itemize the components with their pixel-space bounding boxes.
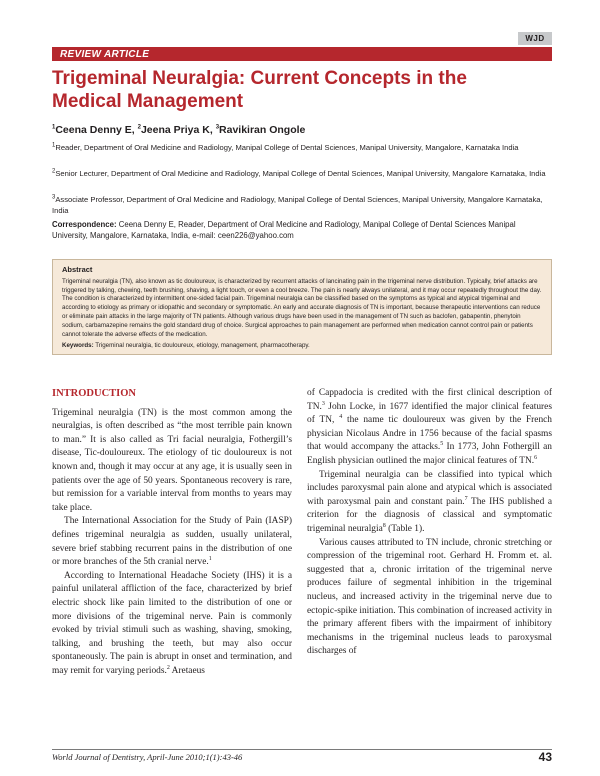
text-run: John Locke, in 1677 identified the major clinical features of TN, — [307, 401, 552, 426]
correspondence-label: Correspondence: — [52, 220, 117, 229]
title-line-1: Trigeminal Neuralgia: Current Concepts in the — [52, 68, 467, 89]
affiliation-3 — [52, 195, 552, 216]
intro-paragraph-3-tail: Aretaeus — [169, 665, 205, 676]
intro-paragraph-2 — [52, 515, 292, 569]
citation-ref: 7 — [464, 495, 468, 502]
keywords-label: Keywords: — [62, 342, 94, 350]
text-run: of Cappadocia is credited with the first clinical description of TN. — [307, 388, 552, 412]
article-title — [52, 67, 532, 113]
affiliation-1-number: 1 — [52, 142, 56, 149]
text-run: the name tic douloureux was given by the French physician Nicolaus Andre in 1756 because of the facial spasms that would accompany the attacks. — [307, 415, 552, 453]
author-3: Ravikiran Ongole — [219, 124, 306, 136]
right-paragraph-3: Various causes attributed to TN include, chronic stretching or compression of the trigeminal root. Gerhard H. Fromm et. al. suggested that a, chronic irritation of the trigeminal nerve produces failure of segmental inhibition in the trigeminal nucleus, and increased activity in the trigeminal nerve due to ectopic-spike initiation. This combination of increased activity in the primary afferent fibers with the impairment of inhibitory mechanisms in the trigeminal nucleus leads to paroxysmal discharges of — [307, 537, 552, 657]
author-1-number: 1 — [52, 124, 56, 131]
intro-paragraph-3 — [52, 570, 292, 679]
author-2: Jeena Priya K, — [140, 124, 216, 136]
citation-ref: 6 — [534, 454, 538, 461]
right-paragraph-1 — [307, 387, 552, 469]
abstract-box — [52, 259, 552, 355]
text-run: Trigeminal neuralgia can be classified into typical which includes paroxysmal pain alone and atypical which is associated with paroxysmal pain and constant pain. — [307, 469, 552, 507]
section-banner: REVIEW ARTICLE — [52, 47, 552, 61]
intro-paragraph-2-text: The International Association for the Study of Pain (IASP) defines trigeminal neuralgia as sudden, usually unilateral, severe brief stabbing recurrent pains in the distribution of one or more branches of the 5th cranial nerve. — [52, 516, 292, 568]
abstract-body: Trigeminal neuralgia (TN), also known as tic douloureux, is characterized by recurrent attacks of lancinating pain in the trigeminal nerve distribution. Typically, brief attacks are triggered by talking, chewing, teeth brushing, shaving, a light touch, or even a cool breeze. The pain is nearly always unilateral, and it may occur repeatedly throughout the day. The condition is characterized by intermittent one-sided facial pain. Trigeminal neuralgia can be classified based on the symptoms as typical and atypical trigeminal and according to etiology as primary or idiopathic and secondary or symptomatic. An early and accurate diagnosis of TN is important, because therapeutic interventions can reduce or eliminate pain attacks in the large majority of TN patients. Although various drugs have been used in the management of TN such as baclofen, gabapentin, phenytoin sodium, carbamazepine remains the gold standard drug of choice. Surgical approaches to pain management are performed when medication cannot control pain or patients cannot tolerate the adverse effects of the medication. — [62, 277, 542, 338]
affiliation-1-text: Reader, Department of Oral Medicine and Radiology, Manipal College of Dental Sciences, Manipal University, Mangalore, Karnataka India — [55, 143, 519, 152]
citation-ref: 3 — [321, 400, 325, 407]
text-run: In 1773, John Fothergill an English physician outlined the major clinical features of TN. — [307, 442, 552, 466]
citation-ref: 2 — [166, 664, 170, 671]
affiliation-2 — [52, 169, 552, 180]
introduction-heading: INTRODUCTION — [52, 388, 137, 399]
intro-paragraph-3-text: According to International Headache Society (IHS) it is a painful unilateral affliction of the face, characterized by brief electric shock like pain limited to the distribution of one or more divisions of the trigeminal nerve. Pain is commonly evoked by trivial stimuli such as washing, shaving, smoking, talking, and brushing the teeth, but may also occur spontaneously. The pain is abrupt in onset and termination, and may remit for varying periods. — [52, 570, 292, 676]
affiliation-1 — [52, 143, 552, 154]
citation-ref: 1 — [208, 556, 212, 562]
journal-tag: WJD — [518, 32, 552, 45]
affiliation-3-number: 3 — [52, 194, 56, 201]
intro-paragraph-1: Trigeminal neuralgia (TN) is the most common among the neuralgias, is often described as “the most terrible pain known to man.” It is also called as Tri facial neuralgia, Fothergill’s disease, Tic-douloureux. The etiology of tic douloureux is not known and, though it may occur at any age, it is usually seen in patients over the age of 50 years. Spontaneous recovery is rare, but remission for a variable interval from months to years may take place. — [52, 407, 292, 513]
footer-rule — [52, 749, 552, 750]
citation-ref: 4 — [339, 414, 343, 421]
author-1: Ceena Denny E, — [55, 124, 138, 136]
author-2-number: 2 — [137, 124, 141, 131]
right-column — [307, 387, 552, 659]
abstract-heading: Abstract — [62, 265, 93, 274]
keywords-text: Trigeminal neuralgia, tic douloureux, etiology, management, pharmacotherapy. — [93, 342, 310, 350]
page-number: 43 — [538, 750, 552, 764]
correspondence — [52, 220, 552, 241]
left-column — [52, 387, 292, 678]
author-list — [52, 124, 552, 136]
right-paragraph-2 — [307, 469, 552, 537]
correspondence-text: Ceena Denny E, Reader, Department of Oral Medicine and Radiology, Manipal College of Dental Sciences Manipal University, Mangalore, Karnataka, India, e-mail: ceen226@yahoo.com — [52, 220, 516, 240]
text-run: The IHS published a criterion for the diagnosis of classical and symptomatic trigeminal neuralgia — [307, 496, 552, 534]
text-run: (Table 1). — [385, 523, 425, 534]
citation-ref: 8 — [382, 522, 386, 529]
affiliation-3-text: Associate Professor, Department of Oral Medicine and Radiology, Manipal College of Dental Sciences, Manipal University, Mangalore Karnataka, India — [52, 195, 543, 215]
citation-ref: 5 — [440, 441, 444, 448]
author-3-number: 3 — [215, 124, 220, 131]
title-line-2: Medical Management — [52, 91, 244, 112]
affiliation-2-number: 2 — [52, 168, 56, 175]
footer-citation: World Journal of Dentistry, April-June 2010;1(1):43-46 — [52, 752, 243, 762]
affiliation-2-text: Senior Lecturer, Department of Oral Medicine and Radiology, Manipal College of Dental Sciences, Manipal University, Mangalore Karnataka, India — [55, 169, 546, 178]
keywords — [62, 342, 542, 351]
